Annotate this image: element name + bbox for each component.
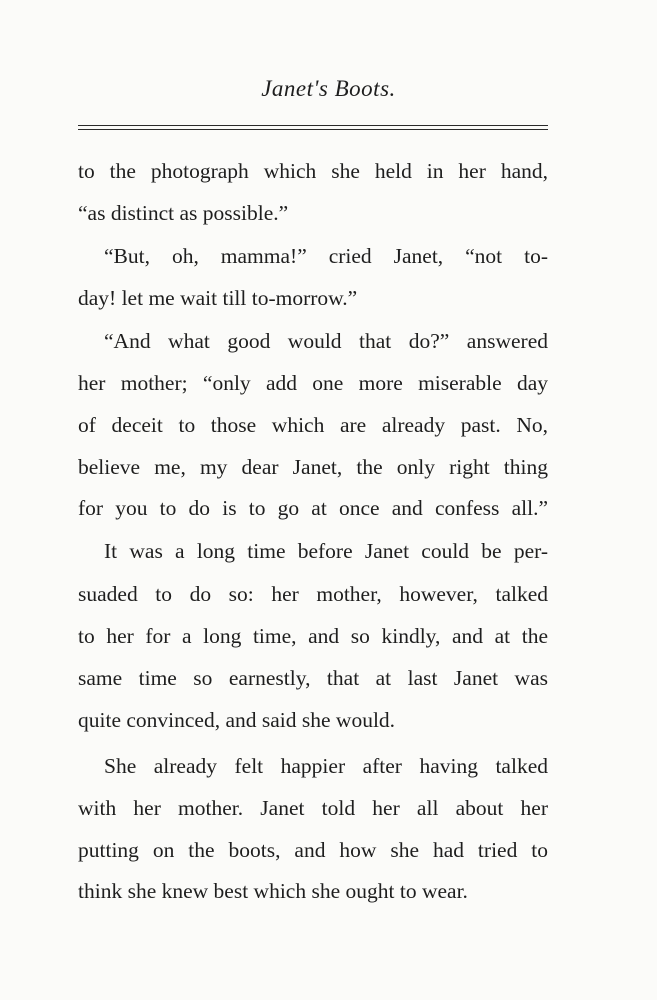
running-title: Janet's Boots. [261,76,396,101]
text-line: She already felt happier after having talked [104,754,548,778]
text-line: “as distinct as possible.” [78,201,289,225]
text-line: of deceit to those which are already past. No, [78,413,548,437]
text-line: putting on the boots, and how she had tried to [78,838,548,862]
text-line: think she knew best which she ought to wear. [78,879,468,903]
text-line: with her mother. Janet told her all about her [78,796,548,820]
text-line: It was a long time before Janet could be per- [104,539,548,563]
text-line: “And what good would that do?” answered [104,329,548,353]
text-line: quite convinced, and said she would. [78,708,396,732]
text-line: believe me, my dear Janet, the only right thing [78,455,548,479]
text-line: day! let me wait till to-morrow.” [78,286,358,310]
text-line: to the photograph which she held in her hand, [78,159,548,183]
header-rule-top [78,125,548,126]
text-line: for you to do is to go at once and confess all.” [78,496,548,520]
text-line: to her for a long time, and so kindly, and at the [78,624,548,648]
text-line: suaded to do so: her mother, however, talked [78,582,548,606]
text-line: her mother; “only add one more miserable day [78,371,548,395]
text-line: “But, oh, mamma!” cried Janet, “not to- [104,244,548,268]
text-line: same time so earnestly, that at last Janet was [78,666,548,690]
header-rule-bottom [78,129,548,130]
